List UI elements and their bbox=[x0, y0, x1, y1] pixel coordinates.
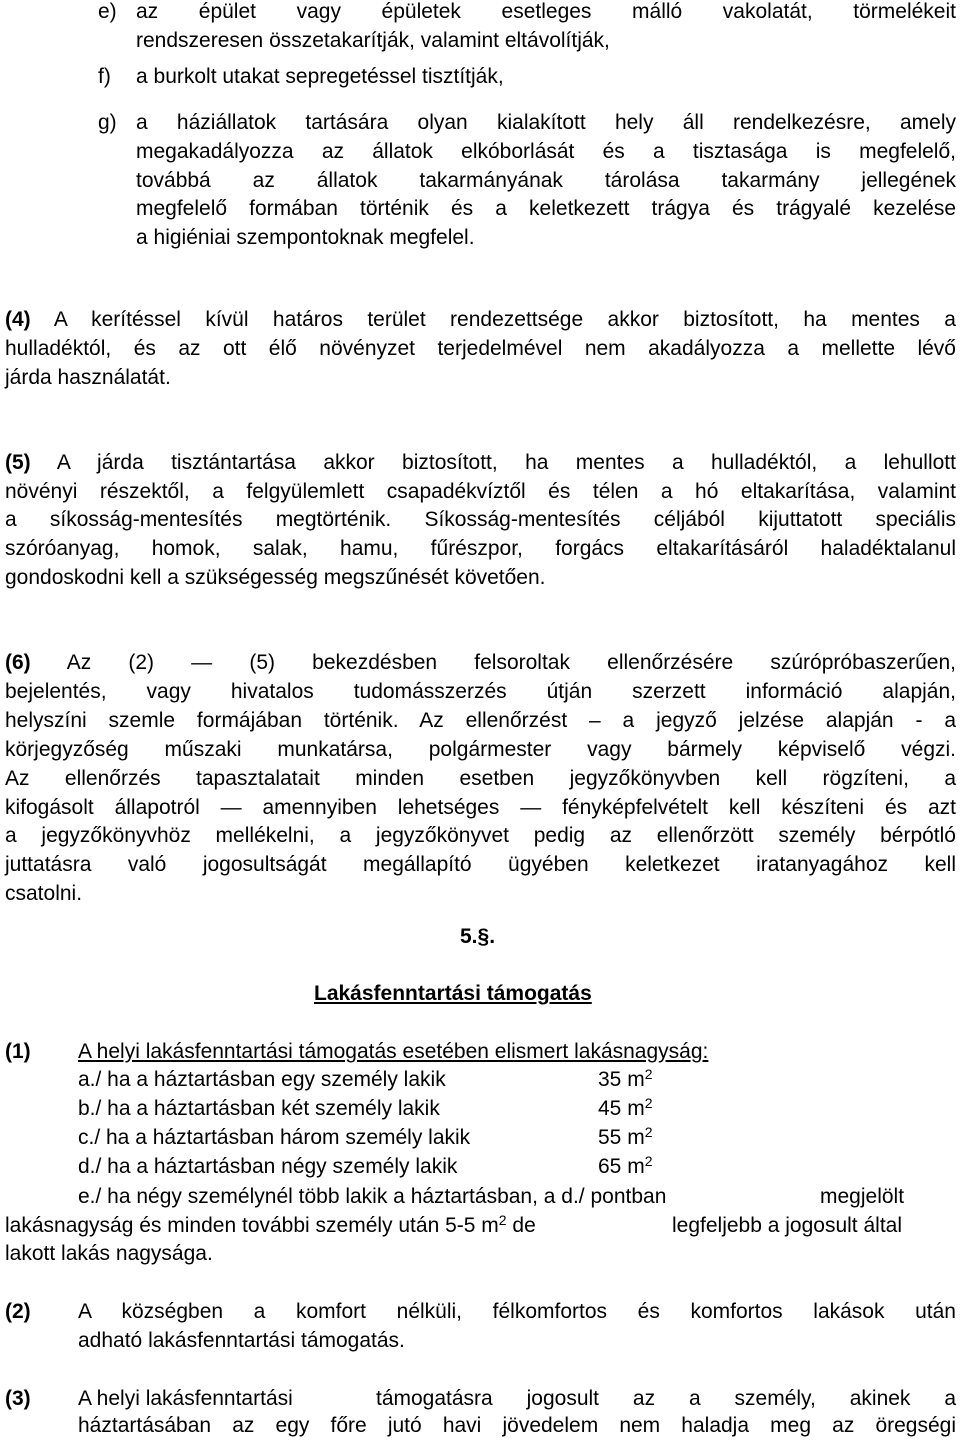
para4-number: (4) bbox=[5, 308, 31, 331]
section-title: Lakásfenntartási támogatás bbox=[314, 982, 592, 1005]
para4-line3: járda használatát. bbox=[5, 366, 171, 389]
item1-e-line2: lakásnagyság és minden további személy után 5-5 $m^2$ de bbox=[5, 1212, 536, 1237]
para4-line1 bbox=[5, 308, 956, 332]
para5-line1 bbox=[5, 451, 956, 475]
list-item-g-line3: továbbá az állatok takarmányának tárolása takarmány jellegének bbox=[136, 169, 956, 192]
item1-row-c-label: c./ ha a háztartásban három személy lakik bbox=[78, 1126, 471, 1149]
item1-e-line1b: megjelölt bbox=[820, 1185, 905, 1208]
item1-row-b-value: 45 $m^2$ bbox=[598, 1095, 653, 1120]
para6-line2: bejelentés, vagy hivatalos tudomásszerzés útján szerzett információ alapján, bbox=[5, 680, 956, 703]
para5-line5: gondoskodni kell a szükségesség megszűnését követően. bbox=[5, 566, 546, 589]
item3-line1a: A helyi lakásfenntartási bbox=[78, 1387, 293, 1410]
list-item-f: a burkolt utakat sepregetéssel tisztítják, bbox=[136, 65, 504, 88]
para6-line3: helyszíni szemle formájában történik. Az ellenőrzést – a jegyző jelzése alapján - a bbox=[5, 709, 956, 732]
para6-line5: Az ellenőrzés tapasztalatait minden esetben jegyzőkönyvben kell rögzíteni, a bbox=[5, 767, 956, 790]
list-item-g-line1: a háziállatok tartására olyan kialakított hely áll rendelkezésre, amely bbox=[136, 111, 956, 134]
item3-line1b: támogatásra jogosult az a személy, akinek a bbox=[376, 1387, 956, 1410]
list-item-e-line1: az épület vagy épületek esetleges málló vakolatát, törmelékeit bbox=[136, 0, 956, 23]
item1-row-c-value: 55 $m^2$ bbox=[598, 1124, 653, 1149]
para6-number: (6) bbox=[5, 651, 31, 674]
para5-line4: szóróanyag, homok, salak, hamu, fűrészpor, forgács eltakarításáról haladéktalanul bbox=[5, 537, 956, 560]
para6-line7: a jegyzőkönyvhöz mellékelni, a jegyzőkönyvet pedig az ellenőrzött személy bérpótló bbox=[5, 824, 956, 847]
item1-e-line2c: legfeljebb a jogosult által bbox=[672, 1214, 902, 1237]
item1-e-line3: lakott lakás nagysága. bbox=[5, 1242, 213, 1265]
item2-line1: A községben a komfort nélküli, félkomfortos és komfortos lakások után bbox=[78, 1300, 956, 1323]
list-item-g-line5: a higiéniai szempontoknak megfelel. bbox=[136, 226, 475, 249]
item1-heading: A helyi lakásfenntartási támogatás esetében elismert lakásnagyság: bbox=[78, 1040, 709, 1063]
item3-line2: háztartásában az egy főre jutó havi jövedelem nem haladja meg az öregségi bbox=[78, 1414, 956, 1437]
list-item-e-line2: rendszeresen összetakarítják, valamint eltávolítják, bbox=[136, 29, 610, 52]
item1-row-b-label: b./ ha a háztartásban két személy lakik bbox=[78, 1097, 440, 1120]
para6-line9: csatolni. bbox=[5, 882, 83, 905]
list-label-g: g) bbox=[98, 111, 117, 134]
item1-number: (1) bbox=[5, 1040, 31, 1063]
item1-row-d-label: d./ ha a háztartásban négy személy lakik bbox=[78, 1155, 458, 1178]
list-item-g-line2: megakadályozza az állatok elkóborlását és a tisztasága is megfelelő, bbox=[136, 140, 956, 163]
item2-number: (2) bbox=[5, 1300, 31, 1323]
item1-row-d-value: 65 $m^2$ bbox=[598, 1153, 653, 1178]
para5-line1-text: A járda tisztántartása akkor biztosított, ha mentes a hulladéktól, a lehullott bbox=[56, 451, 956, 474]
list-label-e: e) bbox=[98, 0, 117, 23]
para6-line8: juttatásra való jogosultságát megállapító ügyében keletkezet iratanyagához kell bbox=[5, 853, 956, 876]
para5-line2: növényi részektől, a felgyülemlett csapadékvíztől és télen a hó eltakarítása, valamint bbox=[5, 480, 956, 503]
para4-line1-text: A kerítéssel kívül határos terület rendezettsége akkor biztosított, ha mentes a bbox=[53, 308, 956, 331]
para6-line4: körjegyzőség műszaki munkatársa, polgármester vagy bármely képviselő végzi. bbox=[5, 738, 956, 761]
list-label-f: f) bbox=[98, 65, 111, 88]
list-item-g-line4: megfelelő formában történik és a keletkezett trágya és trágyalé kezelése bbox=[136, 197, 956, 220]
para4-line2: hulladéktól, és az ott élő növényzet terjedelmével nem akadályozza a mellette lévő bbox=[5, 337, 956, 360]
item3-number: (3) bbox=[5, 1387, 31, 1410]
item1-e-line1a: e./ ha négy személynél több lakik a háztartásban, a d./ pontban bbox=[78, 1185, 667, 1208]
para5-number: (5) bbox=[5, 451, 31, 474]
section-number: 5.§. bbox=[460, 925, 496, 948]
para5-line3: a síkosság-mentesítés megtörténik. Síkosság-mentesítés céljából kijuttatott speciális bbox=[5, 508, 956, 531]
para6-line1 bbox=[5, 651, 956, 675]
item1-row-a-value: 35 $m^2$ bbox=[598, 1066, 653, 1091]
item1-row-a-label: a./ ha a háztartásban egy személy lakik bbox=[78, 1068, 446, 1091]
item2-line2: adható lakásfenntartási támogatás. bbox=[78, 1329, 405, 1352]
para6-line1-text: Az (2) — (5) bekezdésben felsoroltak ellenőrzésére szúrópróbaszerűen, bbox=[66, 651, 956, 674]
para6-line6: kifogásolt állapotról — amennyiben lehetséges — fényképfelvételt kell készíteni és azt bbox=[5, 796, 956, 819]
